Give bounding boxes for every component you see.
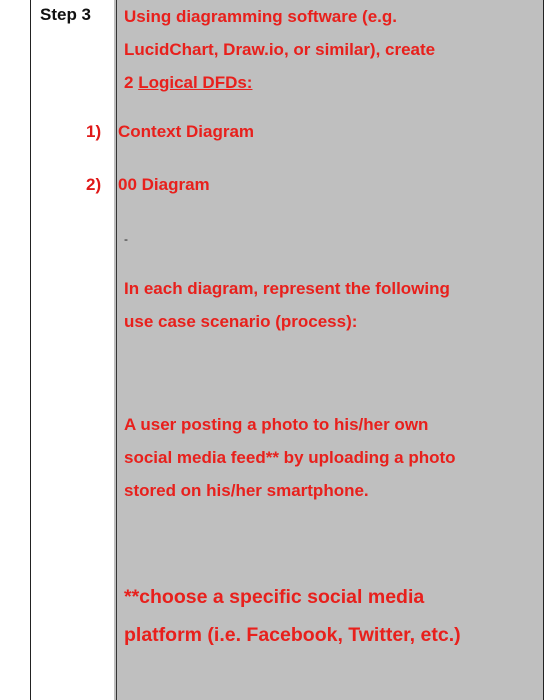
diagram-number-1: 1) [86, 122, 102, 141]
scenario-line-3: stored on his/her smartphone. [124, 481, 369, 500]
instruction-line-1: In each diagram, represent the following [124, 279, 450, 298]
note-line-1: **choose a specific social media [124, 586, 425, 608]
intro-line-3 [124, 66, 534, 99]
logical-dfds-link[interactable]: Logical DFDs: [138, 73, 253, 92]
column-divider [116, 0, 117, 700]
intro-line-2: LucidChart, Draw.io, or similar), create [124, 40, 436, 59]
level-zero-diagram-item: 00 Diagram [118, 175, 210, 194]
intro-line-1: Using diagramming software (e.g. [124, 7, 397, 26]
platform-note [124, 578, 534, 654]
intro-text [124, 0, 534, 99]
step-label: Step 3 [40, 5, 92, 24]
scenario-line-2: social media feed** by uploading a photo [124, 448, 456, 467]
step-column [30, 0, 117, 700]
instruction-line-2: use case scenario (process): [124, 312, 358, 331]
separator-dash: - [124, 232, 128, 246]
intro-count: 2 [124, 73, 139, 92]
scenario-text [124, 408, 534, 507]
scenario-line-1: A user posting a photo to his/her own [124, 415, 429, 434]
note-line-2: platform (i.e. Facebook, Twitter, etc.) [124, 624, 461, 646]
context-diagram-item: Context Diagram [118, 122, 255, 141]
diagram-number-2: 2) [86, 175, 102, 194]
instruction-text [124, 272, 534, 338]
